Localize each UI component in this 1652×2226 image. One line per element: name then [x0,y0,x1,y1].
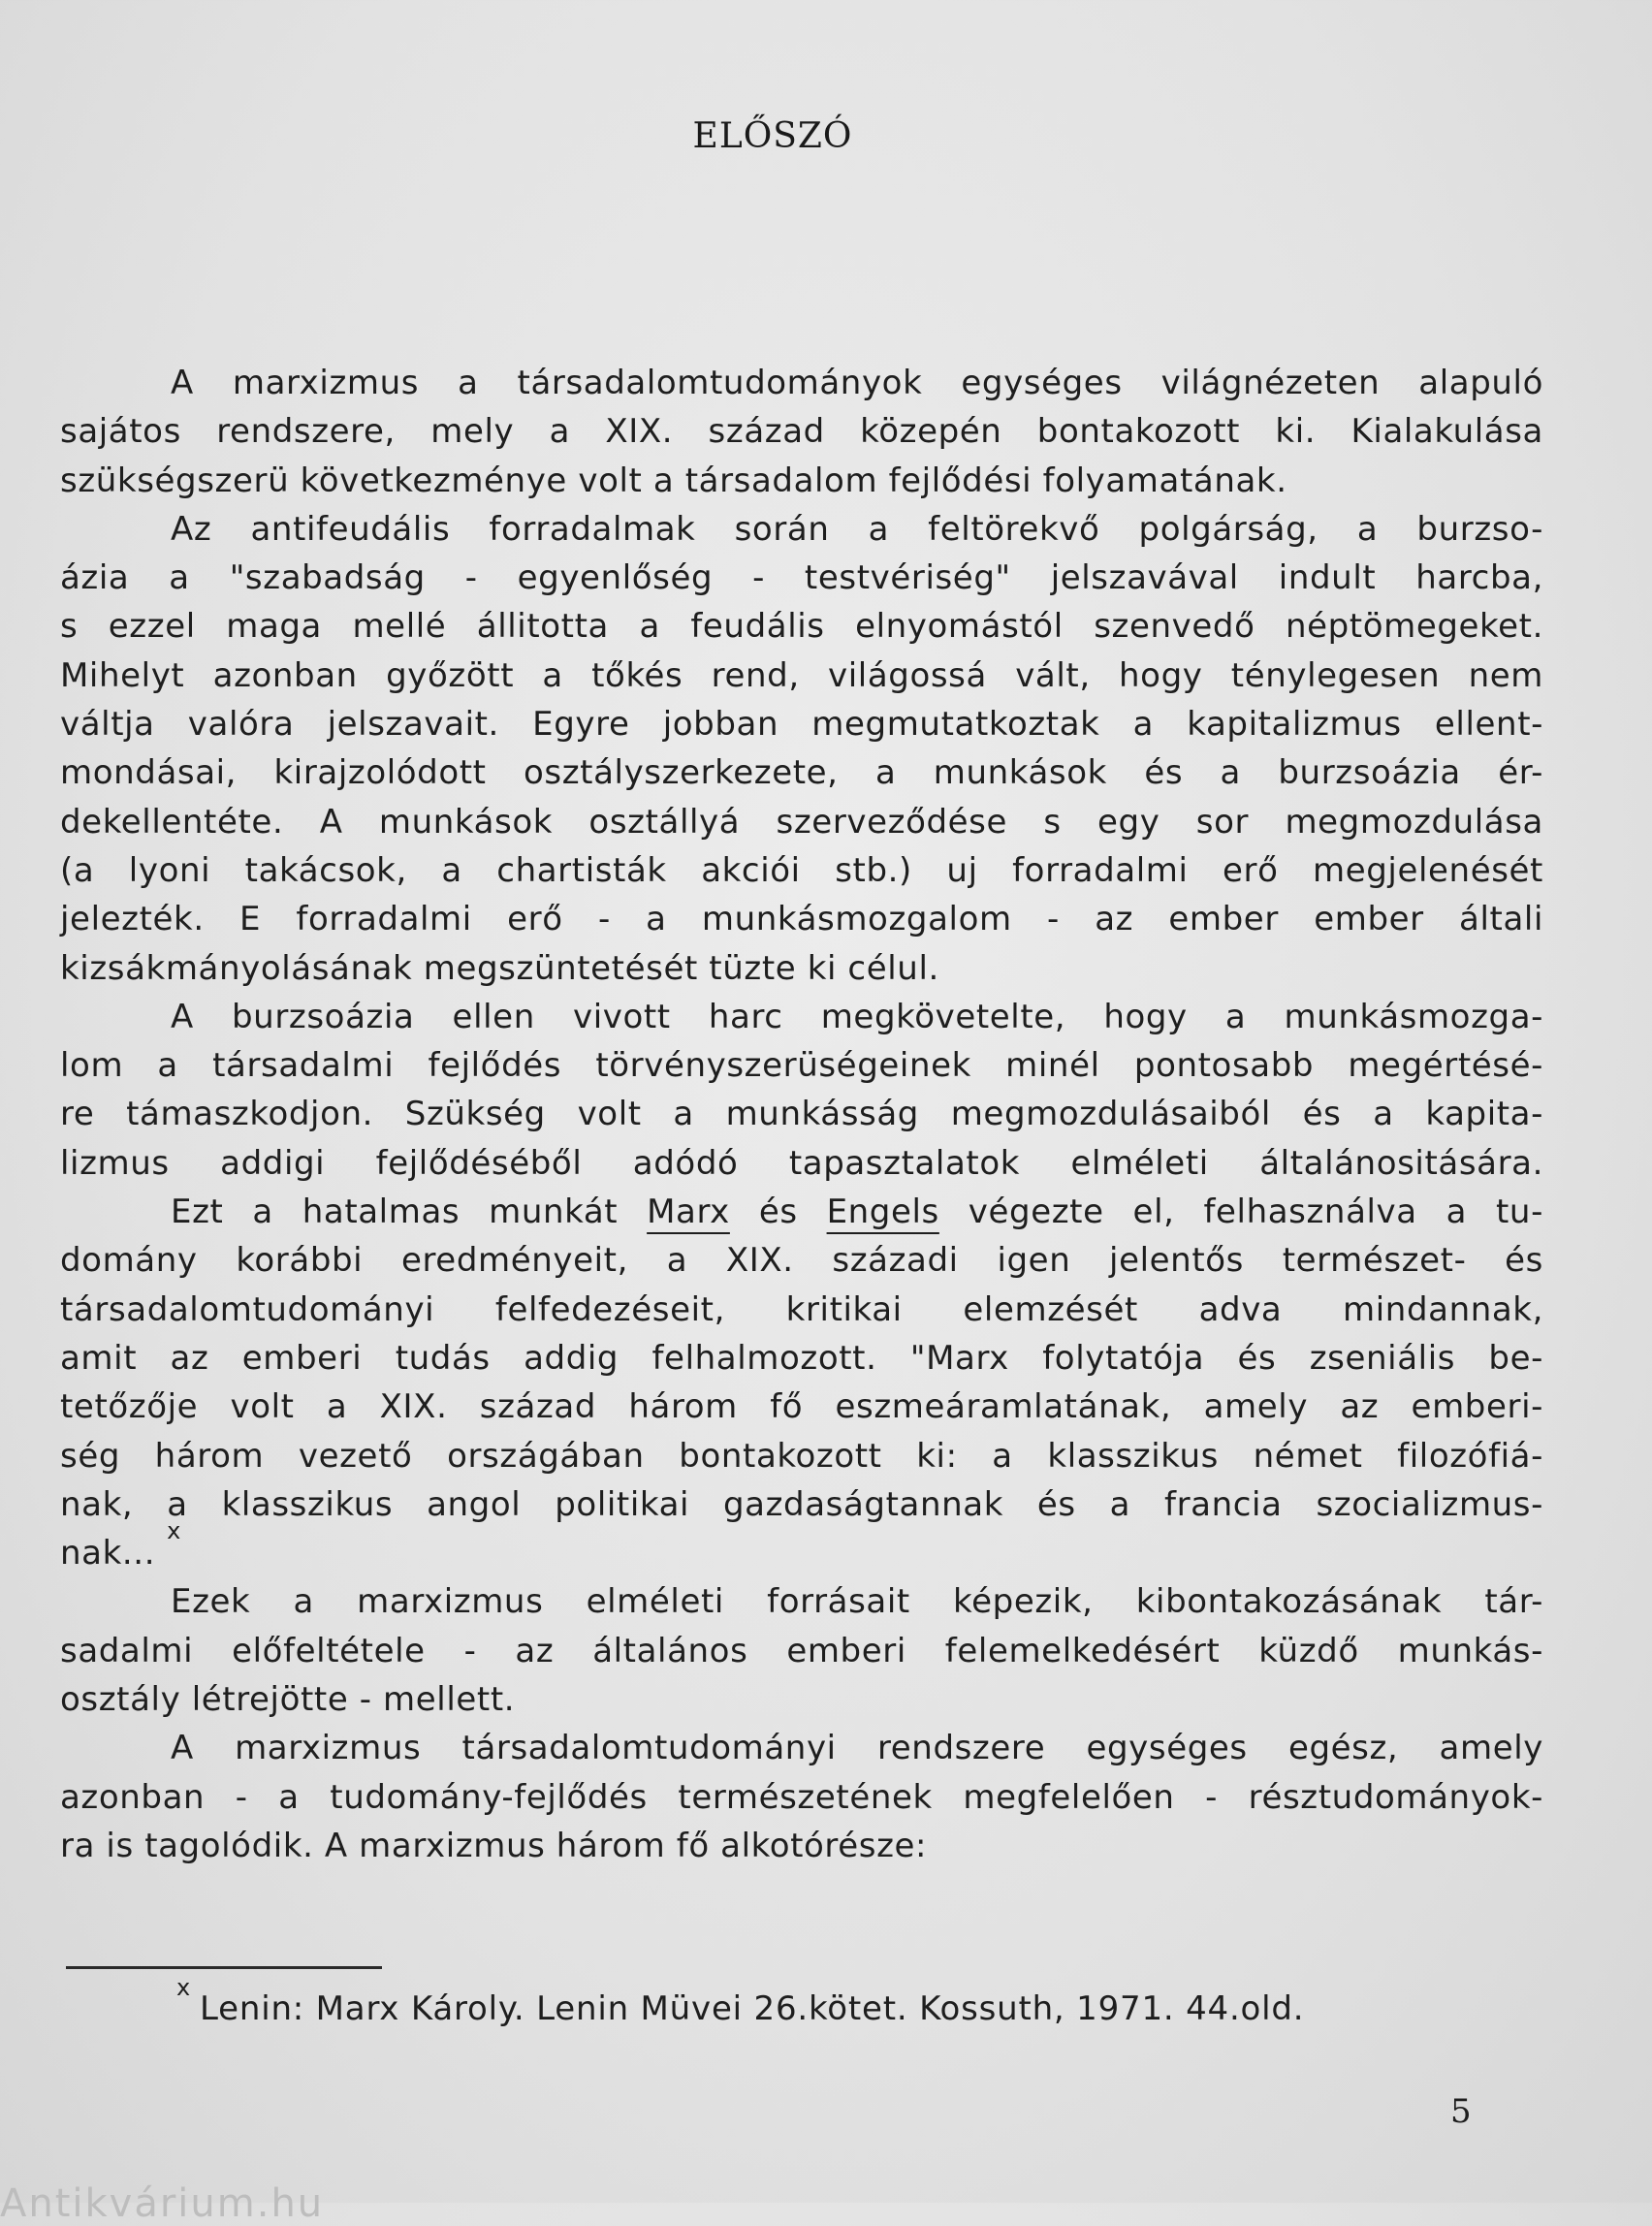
text-line: ség három vezető országában bontakozott ki: a klasszikus német filozófiá- [60,1436,1543,1476]
watermark: Antikvárium.hu [0,2181,325,2226]
text-line: osztály létrejötte - mellett. [60,1680,516,1720]
page-title: ELŐSZÓ [692,116,853,156]
body-text [60,359,1543,1870]
footnote-reference: x [167,1517,181,1545]
text-line: Az antifeudális forradalmak során a feltörekvő polgárság, a burzso- [171,509,1543,549]
text-line: A marxizmus a társadalomtudományok egységes világnézeten alapuló [171,364,1543,402]
text-fragment: Ezt a hatalmas munkát [171,1192,619,1232]
text-line: A marxizmus társadalomtudományi rendszere egységes egész, amely [171,1729,1543,1768]
footnote-text: Lenin: Marx Károly. Lenin Müvei 26.kötet. Kossuth, 1971. 44.old. [200,1989,1305,2028]
text-line: Ezek a marxizmus elméleti forrásait képezik, kibontakozásának tár- [171,1582,1543,1622]
text-line: (a lyoni takácsok, a chartisták akciói stb.) uj forradalmi erő megjelenését [60,850,1543,890]
text-line: váltja valóra jelszavait. Egyre jobban megmutatkoztak a kapitalizmus ellent- [60,705,1543,745]
text-line: ra is tagolódik. A marxizmus három fő alkotórésze: [60,1826,928,1865]
text-line: amit az emberi tudás addig felhalmozott. "Marx folytatója és zseniális be- [60,1338,1543,1378]
text-line: társadalomtudományi felfedezéseit, kritikai elemzését adva mindannak, [60,1289,1543,1329]
text-line: ázia a "szabadság - egyenlőség - testvériség" jelszavával indult harcba, [60,558,1543,598]
text-line: jelezték. E forradalmi erő - a munkásmozgalom - az ember ember általi [60,900,1543,939]
text-line [60,1188,1543,1236]
text-line: re támaszkodjon. Szükség volt a munkásság megmozdulásaiból és a kapita- [60,1095,1543,1134]
underlined-name-engels: Engels [826,1192,939,1232]
text-line: A burzsoázia ellen vivott harc megkövetelte, hogy a munkásmozga- [171,997,1543,1036]
text-line: szükségszerü következménye volt a társadalom fejlődési folyamatának. [60,461,1287,500]
text-line: sadalmi előfeltétele - az általános emberi felemelkedésért küzdő munkás- [60,1631,1543,1670]
page-number: 5 [1450,2092,1472,2131]
text-line: lom a társadalmi fejlődés törvényszerüségeinek minél pontosabb megértésé- [60,1046,1543,1086]
text-line: dekellentéte. A munkások osztállyá szerveződése s egy sor megmozdulása [60,802,1543,842]
text-line: domány korábbi eredményeit, a XIX. századi igen jelentős természet- és [60,1241,1543,1281]
text-line [60,1517,1543,1577]
text-line: Mihelyt azonban győzött a tőkés rend, világossá vált, hogy ténylegesen nem [60,655,1543,695]
text-line: sajátos rendszere, mely a XIX. század közepén bontakozott ki. Kialakulása [60,412,1543,452]
text-line: azonban - a tudomány-fejlődés természetének megfelelően - résztudományok- [60,1777,1543,1817]
text-line: s ezzel maga mellé állitotta a feudális elnyomástól szenvedő néptömegeket. [60,607,1543,647]
text-fragment: végezte el, [968,1192,1175,1232]
footnote-divider [66,1966,382,1969]
footnote-marker: x [176,1974,191,2001]
underlined-name-marx: Marx [647,1192,730,1232]
text-line: mondásai, kirajzolódott osztályszerkezete, a munkások és a burzsoázia ér- [60,753,1543,793]
text-line: lizmus addigi fejlődéséből adódó tapasztalatok elméleti általánositására. [60,1143,1543,1183]
text-fragment: felhasználva a tu- [1203,1192,1543,1232]
text-line: nak, a klasszikus angol politikai gazdaságtannak és a francia szocializmus- [60,1484,1543,1524]
text-line: tetőzője volt a XIX. század három fő eszmeáramlatának, amely az emberi- [60,1387,1543,1427]
text-fragment: nak... [60,1534,156,1574]
text-fragment: és [758,1192,798,1232]
text-line: kizsákmányolásának megszüntetését tüzte ki célul. [60,948,939,988]
